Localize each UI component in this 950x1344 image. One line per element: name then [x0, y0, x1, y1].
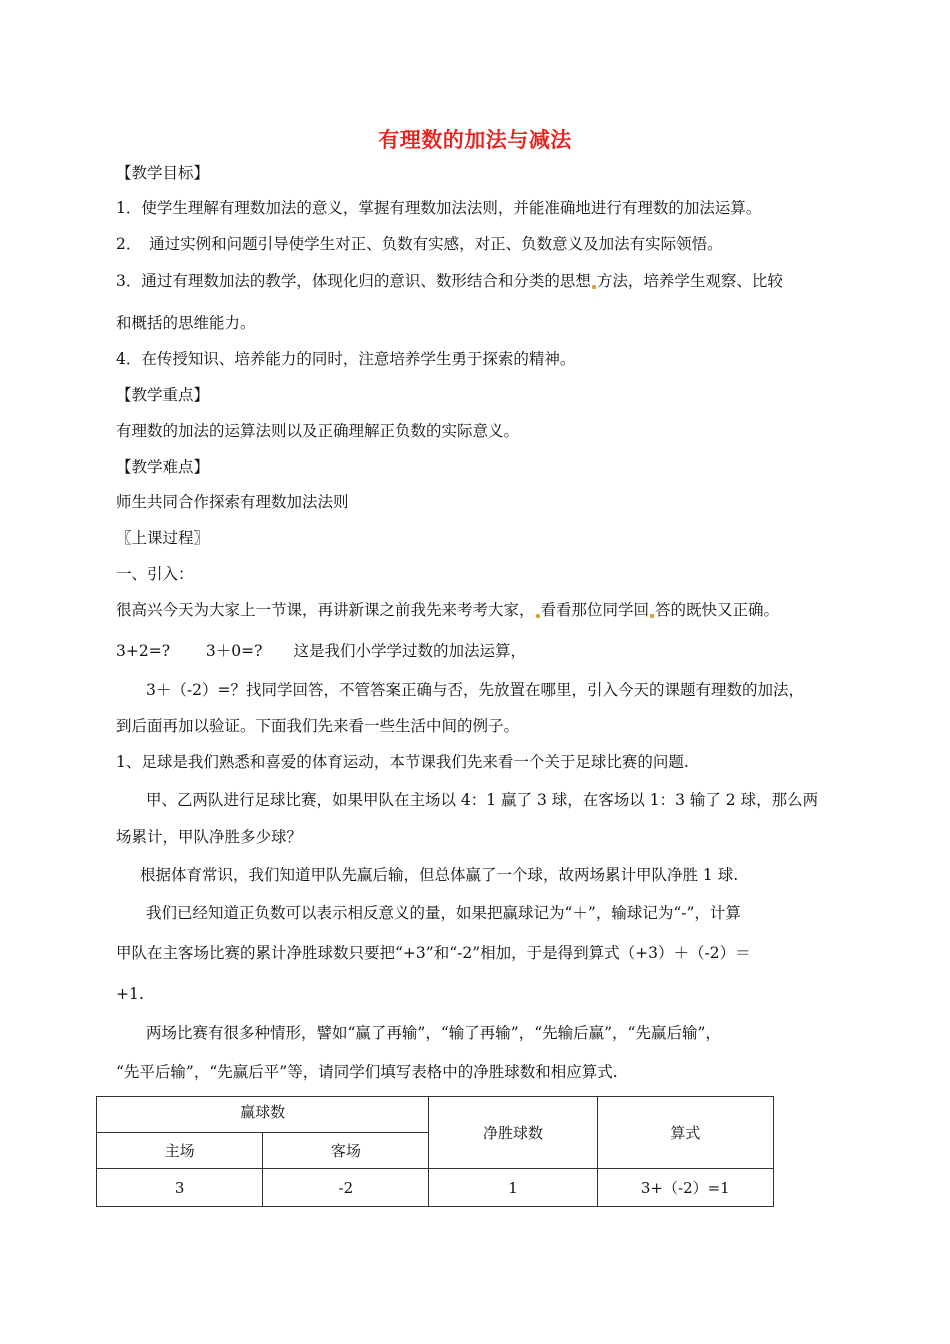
- heading-teaching-goals: 【教学目标】: [116, 164, 210, 182]
- intro-part-a: 很高兴今天为大家上一节课，再讲新课之前我先来考考大家，: [116, 601, 535, 619]
- intro-part-c: 答的既快又正确。: [655, 601, 780, 619]
- goal-1: 1．使学生理解有理数加法的意义，掌握有理数加法法则，并能准确地进行有理数的加法运算。: [116, 199, 762, 217]
- mark-dot: [650, 614, 654, 618]
- header-home: 主场: [97, 1133, 263, 1169]
- goal-3-part-b: 方法，培养学生观察、比较: [596, 272, 783, 290]
- heading-class-process: 〖上课过程〗: [116, 529, 210, 547]
- header-net-wins: 净胜球数: [429, 1097, 597, 1169]
- question-paragraph: 3＋（-2）=？找同学回答，不管答案正确与否，先放置在哪里，引入今天的课题有理数的加法，: [146, 681, 804, 699]
- sign-explanation: 我们已经知道正负数可以表示相反意义的量，如果把赢球记为“＋”，输球记为“-”，计算: [146, 904, 741, 922]
- cell-net: 1: [429, 1169, 597, 1207]
- addition-examples: 3+2=? 3＋0=? 这是我们小学学过数的加法运算，: [116, 642, 526, 660]
- section-intro: 一、引入：: [116, 565, 194, 583]
- key-points-text: 有理数的加法的运算法则以及正确理解正负数的实际意义。: [116, 422, 520, 440]
- cases-paragraph-cont: “先平后输”，“先赢后平”等，请同学们填写表格中的净胜球数和相应算式.: [116, 1063, 618, 1081]
- intro-paragraph: [116, 600, 779, 620]
- goal-2: 2． 通过实例和问题引导使学生对正、负数有实感，对正、负数意义及加法有实际领悟。: [116, 235, 723, 253]
- question-paragraph-cont: 到后面再加以验证。下面我们先来看一些生活中间的例子。: [116, 717, 520, 735]
- header-formula: 算式: [597, 1097, 773, 1169]
- header-wins: 赢球数: [97, 1097, 429, 1133]
- football-answer: 根据体育常识，我们知道甲队先赢后输，但总体赢了一个球，故两场累计甲队净胜 1 球.: [140, 866, 739, 884]
- mark-dot: [592, 285, 596, 289]
- intro-part-b: 看看那位同学回: [540, 601, 650, 619]
- goal-3-cont: 和概括的思维能力。: [116, 314, 256, 332]
- header-away: 客场: [263, 1133, 429, 1169]
- sign-explanation-cont: 甲队在主客场比赛的累计净胜球数只要把“+3”和“-2”相加，于是得到算式（+3）＋（-2）＝: [116, 944, 751, 962]
- goal-3-part-a: 3．通过有理数加法的教学，体现化归的意识、数形结合和分类的思想: [116, 272, 591, 290]
- table-row: [97, 1169, 774, 1207]
- cell-away: -2: [263, 1169, 429, 1207]
- cases-paragraph: 两场比赛有很多种情形，譬如“赢了再输”，“输了再输”，“先输后赢”，“先赢后输”，: [146, 1024, 721, 1042]
- football-intro: 1、足球是我们熟悉和喜爱的体育运动，本节课我们先来看一个关于足球比赛的问题.: [116, 753, 689, 771]
- score-table: [96, 1096, 774, 1207]
- football-problem: 甲、乙两队进行足球比赛，如果甲队在主场以 4：1 赢了 3 球，在客场以 1：3 输了 2 球，那么两: [146, 791, 819, 809]
- difficulties-text: 师生共同合作探索有理数加法法则: [116, 493, 349, 511]
- goal-4: 4．在传授知识、培养能力的同时，注意培养学生勇于探索的精神。: [116, 350, 576, 368]
- heading-key-points: 【教学重点】: [116, 386, 210, 404]
- cell-home: 3: [97, 1169, 263, 1207]
- document-title: 有理数的加法与减法: [378, 128, 572, 152]
- cell-formula: 3+（-2）=1: [597, 1169, 773, 1207]
- sign-explanation-end: +1.: [116, 985, 144, 1003]
- mark-dot: [536, 614, 540, 618]
- football-problem-cont: 场累计，甲队净胜多少球？: [116, 828, 303, 846]
- goal-3: [116, 271, 783, 291]
- heading-difficulties: 【教学难点】: [116, 458, 210, 476]
